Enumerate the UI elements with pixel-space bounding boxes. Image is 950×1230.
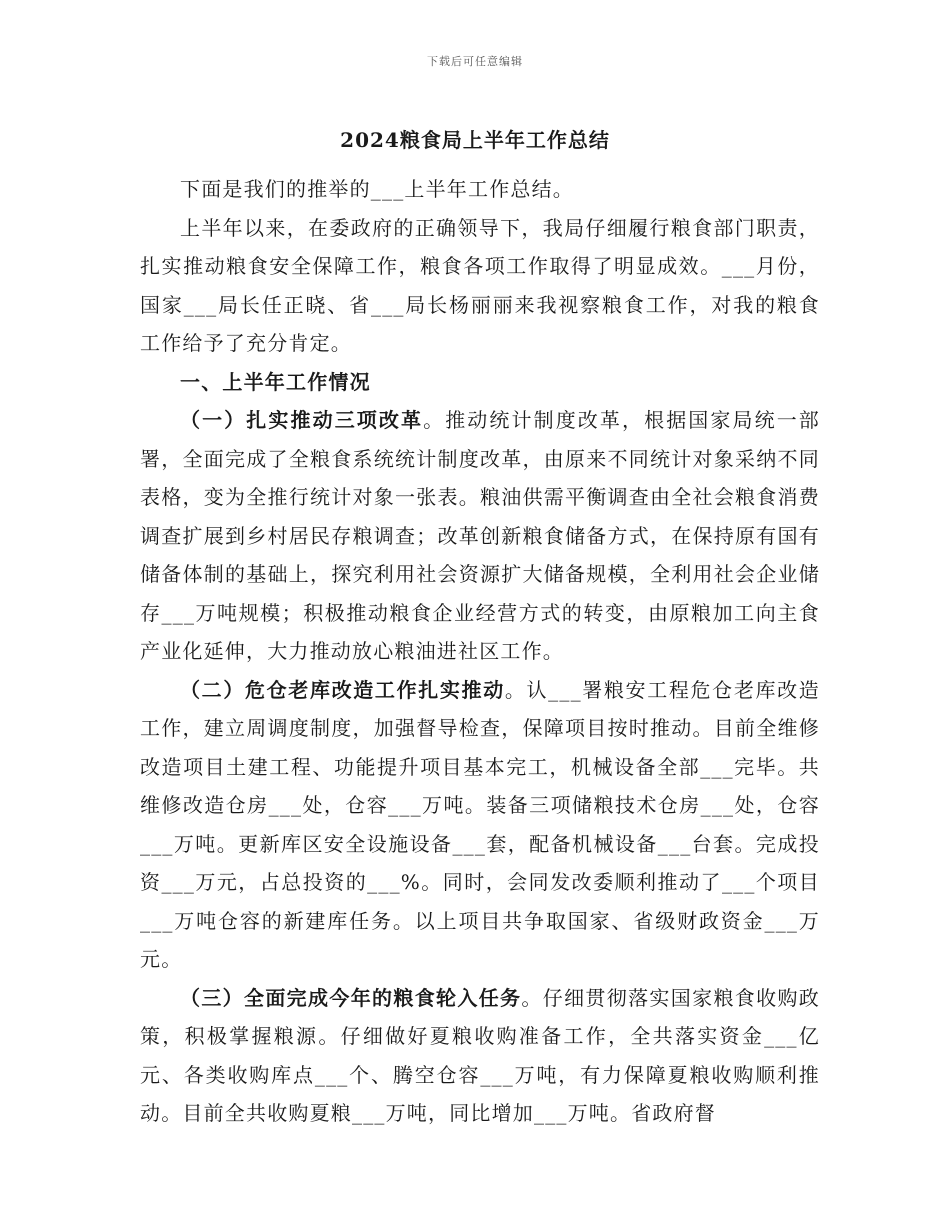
item-heading-2: （二）危仓老库改造工作扎实推动 <box>180 677 505 702</box>
intro-paragraph: 下面是我们的推举的___上半年工作总结。 <box>180 177 574 201</box>
overview-paragraph: 上半年以来，在委政府的正确领导下，我局仔细履行粮食部门职责，扎实推动粮食安全保障工作，粮食各项工作取得了明显成效。___月份，国家___局长任正晓、省___局长杨丽丽来我视察粮食工作，对我的粮食工作给予了充分肯定。 <box>140 215 820 355</box>
section-heading: 一、上半年工作情况 <box>180 369 371 394</box>
item-paragraph-3 <box>140 979 820 1133</box>
page-header-note: 下载后可任意编辑 <box>427 55 523 68</box>
item-heading-3: （三）全面完成今年的粮食轮入任务 <box>180 985 522 1010</box>
document-body <box>140 170 820 1133</box>
item-paragraph-2 <box>140 671 820 979</box>
document-title: 2024粮食局上半年工作总结 <box>340 128 610 152</box>
item-text-3: 。仔细贯彻落实国家粮食收购政策，积极掌握粮源。仔细做好夏粮收购准备工作，全共落实资金___亿元、各类收购库点___个、腾空仓容___万吨，有力保障夏粮收购顺利推动。目前全共收购夏粮___万吨，同比增加___万吨。省政府督 <box>140 985 820 1125</box>
item-paragraph-1 <box>140 401 820 671</box>
item-text-1: 。推动统计制度改革，根据国家局统一部署，全面完成了全粮食系统统计制度改革，由原来不同统计对象采纳不同表格，变为全推行统计对象一张表。粮油供需平衡调查由全社会粮食消费调查扩展到乡村居民存粮调查；改革创新粮食储备方式，在保持原有国有储备体制的基础上，探究利用社会资源扩大储备规模，全利用社会企业储存___万吨规模；积极推动粮食企业经营方式的转变，由原粮加工向主食产业化延伸，大力推动放心粮油进社区工作。 <box>140 408 821 663</box>
item-text-2: 。认___署粮安工程危仓老库改造工作，建立周调度制度，加强督导检查，保障项目按时推动。目前全维修改造项目土建工程、功能提升项目基本完工，机械设备全部___完毕。共维修改造仓房___处，仓容___万吨。装备三项储粮技术仓房___处，仓容___万吨。更新库区安全设施设备___套，配备机械设备___台套。完成投资___万元，占总投资的___%。同时，会同发改委顺利推动了___个项目___万吨仓容的新建库任务。以上项目共争取国家、省级财政资金___万元。 <box>140 677 821 971</box>
item-heading-1: （一）扎实推动三项改革 <box>180 408 424 432</box>
